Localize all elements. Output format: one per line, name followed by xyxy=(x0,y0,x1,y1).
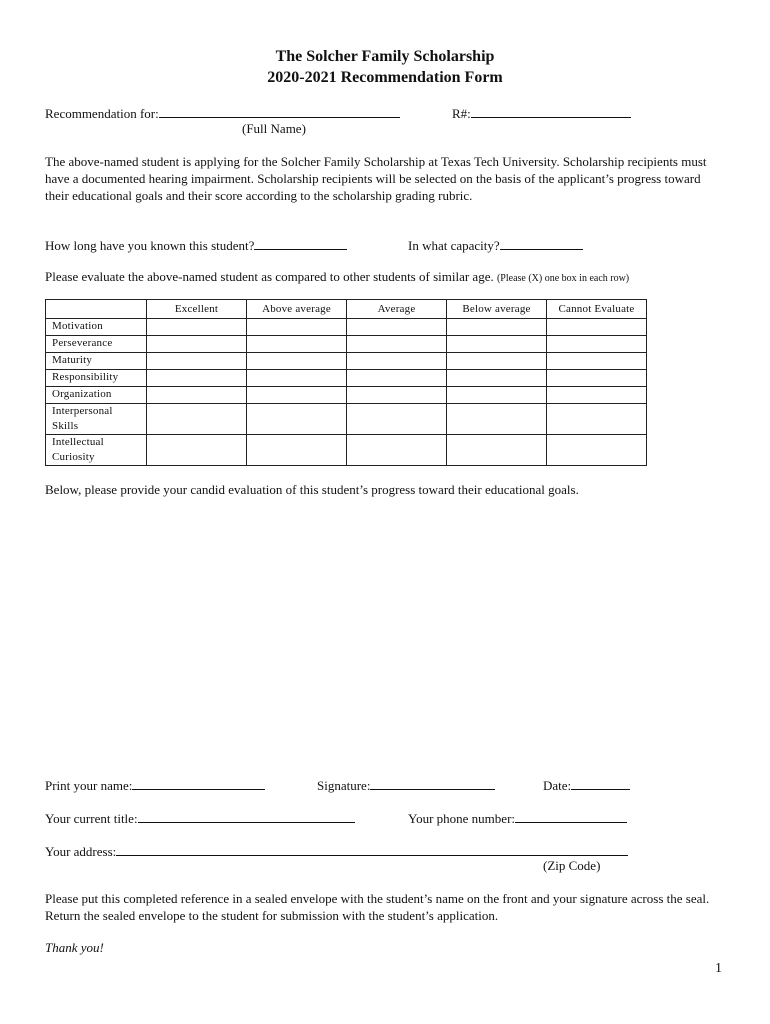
rnumber-label: R#: xyxy=(452,106,471,121)
row-label-text: Motivation xyxy=(52,320,103,332)
column-header-above-average: Above average xyxy=(247,300,347,319)
table-row xyxy=(46,435,647,466)
current-title-field[interactable] xyxy=(138,809,355,823)
signature-row xyxy=(317,776,495,794)
evaluation-instruction: Please evaluate the above-named student as compared to other students of similar age. xyxy=(45,269,494,284)
rating-cell[interactable] xyxy=(347,387,447,404)
row-label-text: Organization xyxy=(52,388,112,400)
rating-cell[interactable] xyxy=(247,387,347,404)
signature-field[interactable] xyxy=(370,776,495,790)
row-label-motivation xyxy=(46,319,147,336)
rating-cell[interactable] xyxy=(247,435,347,466)
table-row xyxy=(46,319,647,336)
rating-cell[interactable] xyxy=(347,319,447,336)
row-label-text: Perseverance xyxy=(52,337,113,349)
page-number: 1 xyxy=(715,961,722,976)
full-name-caption: (Full Name) xyxy=(242,121,306,136)
form-title: The Solcher Family Scholarship xyxy=(275,48,495,65)
rating-cell[interactable] xyxy=(247,319,347,336)
phone-row xyxy=(408,809,627,827)
rating-cell[interactable] xyxy=(147,353,247,370)
table-row xyxy=(46,387,647,404)
rating-cell[interactable] xyxy=(147,387,247,404)
closing-paragraph: Please put this completed reference in a sealed envelope with the student’s name on the front and your signature across the seal. Return the sealed envelope to the student for submission with the student’s application. xyxy=(45,891,710,923)
rating-cell[interactable] xyxy=(447,435,547,466)
row-label-text: Skills xyxy=(52,420,79,432)
address-label: Your address: xyxy=(45,844,117,859)
row-label-organization xyxy=(46,387,147,404)
how-long-label: How long have you known this student? xyxy=(45,238,255,253)
rating-cell[interactable] xyxy=(547,387,647,404)
rating-cell[interactable] xyxy=(147,404,247,435)
date-field[interactable] xyxy=(571,776,630,790)
rating-cell[interactable] xyxy=(547,336,647,353)
rating-cell[interactable] xyxy=(547,319,647,336)
evaluation-table xyxy=(45,299,647,466)
phone-label: Your phone number: xyxy=(408,811,516,826)
capacity-row xyxy=(408,236,583,254)
column-header-below-average: Below average xyxy=(447,300,547,319)
print-name-row xyxy=(45,776,265,794)
rating-cell[interactable] xyxy=(247,404,347,435)
rating-cell[interactable] xyxy=(447,319,547,336)
how-long-row xyxy=(45,236,347,254)
recommendation-for-row xyxy=(45,104,400,122)
student-name-field[interactable] xyxy=(159,104,400,118)
thank-you-text: Thank you! xyxy=(45,940,104,955)
column-header-excellent: Excellent xyxy=(147,300,247,319)
rating-cell[interactable] xyxy=(547,435,647,466)
capacity-field[interactable] xyxy=(500,236,583,250)
rating-cell[interactable] xyxy=(347,336,447,353)
current-title-label: Your current title: xyxy=(45,811,138,826)
rating-cell[interactable] xyxy=(547,353,647,370)
how-long-field[interactable] xyxy=(254,236,347,250)
rnumber-field[interactable] xyxy=(471,104,631,118)
row-label-interpersonal-skills xyxy=(46,404,147,435)
rating-cell[interactable] xyxy=(247,336,347,353)
rating-cell[interactable] xyxy=(247,370,347,387)
table-row xyxy=(46,336,647,353)
phone-field[interactable] xyxy=(515,809,627,823)
recommendation-for-label: Recommendation for: xyxy=(45,106,159,121)
rating-cell[interactable] xyxy=(447,336,547,353)
row-label-intellectual-curiosity xyxy=(46,435,147,466)
evaluation-header-row xyxy=(46,300,647,319)
rating-cell[interactable] xyxy=(547,404,647,435)
candid-evaluation-prompt: Below, please provide your candid evaluation of this student’s progress toward their educational goals. xyxy=(45,482,579,497)
rating-cell[interactable] xyxy=(147,370,247,387)
signature-label: Signature: xyxy=(317,778,371,793)
title-row xyxy=(45,809,355,827)
header-blank-cell xyxy=(46,300,147,319)
rating-cell[interactable] xyxy=(447,353,547,370)
date-label: Date: xyxy=(543,778,572,793)
rating-cell[interactable] xyxy=(447,387,547,404)
print-name-field[interactable] xyxy=(132,776,265,790)
rating-cell[interactable] xyxy=(447,404,547,435)
rating-cell[interactable] xyxy=(447,370,547,387)
rating-cell[interactable] xyxy=(147,435,247,466)
row-label-responsibility xyxy=(46,370,147,387)
row-label-maturity xyxy=(46,353,147,370)
rating-cell[interactable] xyxy=(247,353,347,370)
row-label-perseverance xyxy=(46,336,147,353)
rating-cell[interactable] xyxy=(347,404,447,435)
table-row xyxy=(46,370,647,387)
date-row xyxy=(543,776,630,794)
rating-cell[interactable] xyxy=(347,370,447,387)
evaluation-instruction-row xyxy=(45,269,629,285)
evaluation-instruction-note: (Please (X) one box in each row) xyxy=(496,273,630,284)
intro-paragraph: The above-named student is applying for the Solcher Family Scholarship at Texas Tech University. Scholarship recipients must have a documented hearing impairment. Scholarship recipients will be selected on the basis of the applicant’s progress toward their educational goals and their score according to the scholarship grading rubric. xyxy=(45,154,707,203)
row-label-text: Curiosity xyxy=(52,451,95,463)
address-row xyxy=(45,842,628,860)
rating-cell[interactable] xyxy=(147,319,247,336)
form-subtitle: 2020-2021 Recommendation Form xyxy=(267,69,503,86)
rating-cell[interactable] xyxy=(347,435,447,466)
row-label-text: Interpersonal xyxy=(52,405,113,417)
address-field[interactable] xyxy=(116,842,628,856)
print-name-label: Print your name: xyxy=(45,778,133,793)
row-label-text: Maturity xyxy=(52,354,93,366)
column-header-average: Average xyxy=(347,300,447,319)
table-row xyxy=(46,353,647,370)
row-label-text: Responsibility xyxy=(52,371,119,383)
column-header-cannot-evaluate: Cannot Evaluate xyxy=(547,300,647,319)
table-row xyxy=(46,404,647,435)
capacity-label: In what capacity? xyxy=(408,238,500,253)
row-label-text: Intellectual xyxy=(52,436,104,448)
rnumber-row xyxy=(452,104,631,122)
rating-cell[interactable] xyxy=(147,336,247,353)
rating-cell[interactable] xyxy=(347,353,447,370)
zip-code-caption: (Zip Code) xyxy=(543,858,601,873)
rating-cell[interactable] xyxy=(547,370,647,387)
